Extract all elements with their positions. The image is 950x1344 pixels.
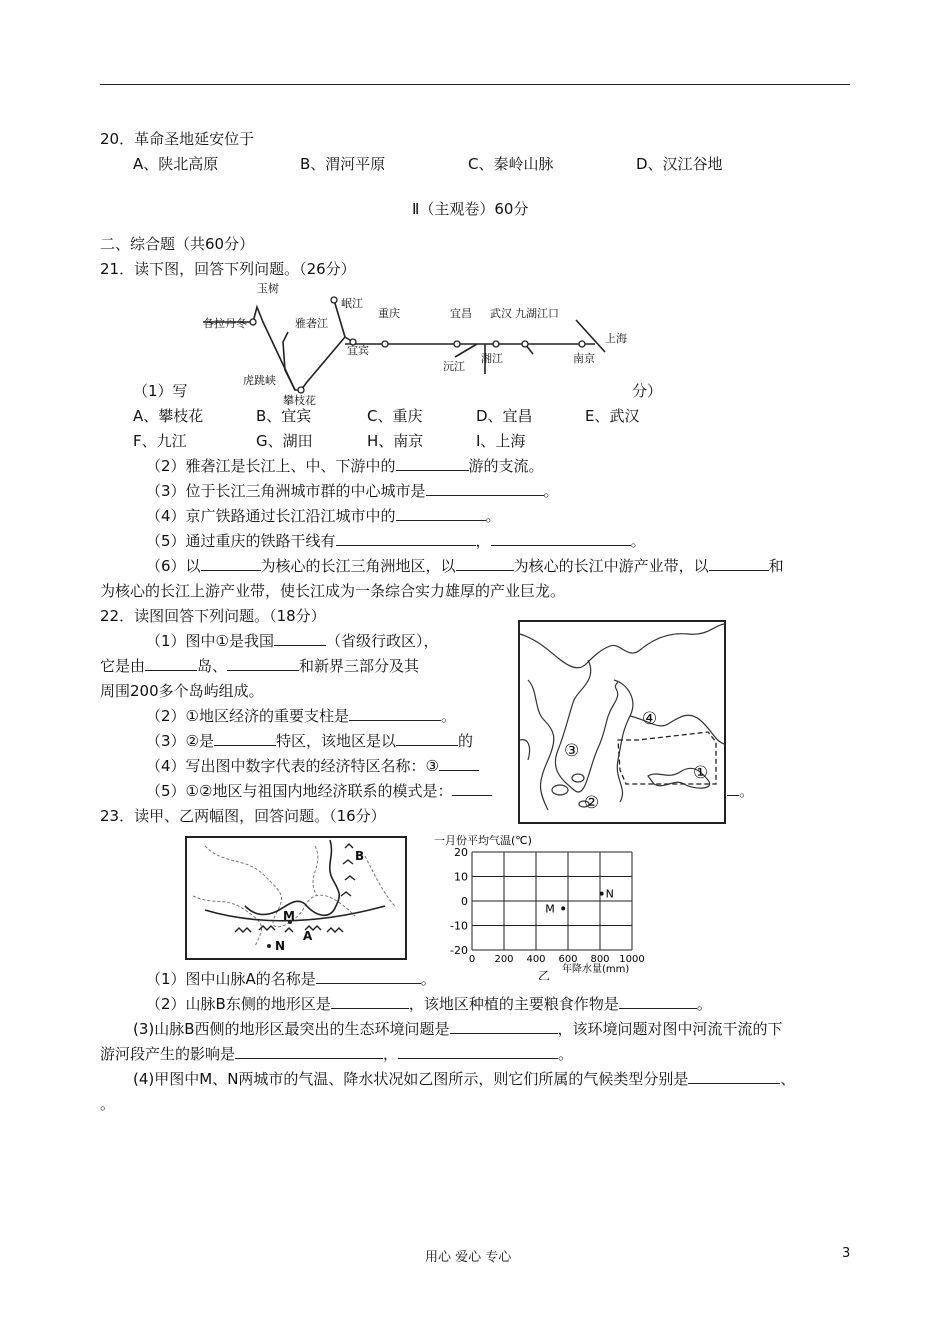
q21-option-g: G、湖田 xyxy=(256,432,313,450)
q22-s1-a xyxy=(146,630,439,651)
q22-s3-mid: 特区，该地区是以 xyxy=(276,732,397,750)
q22-s1b-mid: 岛、 xyxy=(197,657,228,675)
map-marker-3: ③ xyxy=(564,741,580,761)
answer-blank[interactable] xyxy=(688,1068,780,1084)
q22-s4 xyxy=(146,755,479,776)
q22-s2-tail: 。 xyxy=(441,707,457,725)
q22-s1-text: （1）图中①是我国 xyxy=(146,632,274,650)
q21-option-i: I、上海 xyxy=(476,432,526,450)
answer-blank[interactable] xyxy=(145,655,197,671)
q23-s3b-tail: 。 xyxy=(558,1045,574,1063)
header-rule xyxy=(100,84,850,85)
map-label-m: M xyxy=(283,909,295,923)
q22-s1-c: 周围200多个岛屿组成。 xyxy=(100,682,264,700)
answer-blank[interactable] xyxy=(349,705,441,721)
chart-xtick-label: 800 xyxy=(590,954,610,965)
q21-s6-line1 xyxy=(146,555,784,576)
map-label-yichang: 宜昌 xyxy=(450,307,472,320)
q21-s1-right: 分） xyxy=(632,382,663,400)
map-label-yibin: 宜宾 xyxy=(347,344,369,357)
answer-blank[interactable] xyxy=(396,505,486,521)
yalong-river-line xyxy=(283,332,295,390)
jia-map xyxy=(185,836,407,960)
map-label-minjiang: 岷江 xyxy=(341,297,363,310)
q21-option-a: A、攀枝花 xyxy=(133,407,204,425)
q21-s6-text-3: 为核心的长江中游产业带，以 xyxy=(513,557,709,575)
answer-blank[interactable] xyxy=(426,480,544,496)
answer-blank[interactable] xyxy=(727,780,739,796)
q22-s2 xyxy=(146,705,456,726)
map-label-panzhihua: 攀枝花 xyxy=(283,394,316,407)
footer-text: 用心 爱心 专心 xyxy=(425,1250,512,1265)
q21-s1-left: （1）写 xyxy=(133,382,188,400)
chart-xtick-label: 0 xyxy=(468,954,476,965)
map-label-b: B xyxy=(355,849,365,863)
answer-blank[interactable] xyxy=(235,1043,383,1059)
q23-s3b-text: 游河段产生的影响是 xyxy=(100,1045,236,1063)
q23-s4-line2: 。 xyxy=(100,1095,116,1113)
map-marker-1: ① xyxy=(693,763,709,783)
q21-s6-text-2: 为核心的长江三角洲地区，以 xyxy=(260,557,456,575)
q23-s1-tail: 。 xyxy=(420,970,436,988)
q22-s4-text: （4）写出图中数字代表的经济特区名称：③ xyxy=(146,757,439,775)
map-label-wuhan: 武汉 xyxy=(490,307,512,320)
q21-s5-tail: 。 xyxy=(630,532,646,550)
answer-blank[interactable] xyxy=(331,993,409,1009)
q20-option-c: C、秦岭山脉 xyxy=(468,155,554,173)
q21-s4-text: （4）京广铁路通过长江沿江城市中的 xyxy=(146,507,396,525)
q23-s1-text: （1）图中山脉A的名称是 xyxy=(146,970,316,988)
q23-s3-tail: ，该环境问题对图中河流干流的下 xyxy=(557,1020,783,1038)
answer-blank[interactable] xyxy=(336,530,476,546)
map-marker-2: ② xyxy=(584,793,600,813)
chart-ytick-label: -10 xyxy=(450,919,468,933)
answer-blank[interactable] xyxy=(227,655,299,671)
chart-xtick-label: 1000 xyxy=(619,954,645,965)
chart-xtick-label: 400 xyxy=(526,954,546,965)
q21-option-c: C、重庆 xyxy=(367,407,423,425)
map-label-shanghai: 上海 xyxy=(605,332,627,345)
q21-s3 xyxy=(146,480,559,501)
q21-s5 xyxy=(146,530,646,551)
chart-caption: 乙 xyxy=(538,969,551,980)
pearl-river-delta-map xyxy=(518,620,726,824)
q21-s5-sep: ， xyxy=(475,532,491,550)
q20-option-b: B、渭河平原 xyxy=(300,155,386,173)
q21-s6-line2: 为核心的长江上游产业带，使长江成为一条综合实力雄厚的产业巨龙。 xyxy=(100,582,566,600)
q23-s4-tail: 、 xyxy=(780,1070,796,1088)
q23-s4-line1 xyxy=(133,1068,795,1089)
page-number: 3 xyxy=(842,1246,851,1261)
map-label-nanjing: 南京 xyxy=(573,352,595,365)
q21-option-f: F、九江 xyxy=(133,432,187,450)
map-label-geladandong: 各拉丹冬 xyxy=(203,317,247,330)
map-label-xiangjiang: 湘江 xyxy=(481,352,503,365)
chart-point xyxy=(600,892,604,896)
q23-s3b-sep: ， xyxy=(383,1045,399,1063)
chart-ytick-label: 20 xyxy=(454,846,468,859)
q22-s1b-tail: 和新界三部分及其 xyxy=(299,657,420,675)
q23-s2-mid: ，该地区种植的主要粮食作物是 xyxy=(408,995,619,1013)
q22-s3-tail: 的 xyxy=(458,732,474,750)
chart-ytick-label: 0 xyxy=(461,895,468,908)
q22-stem: 22．读图回答下列问题。（18分） xyxy=(100,607,326,625)
q21-s3-tail: 。 xyxy=(543,482,559,500)
answer-blank[interactable] xyxy=(452,780,492,796)
q23-s4-text: (4)甲图中M、N两城市的气温、降水状况如乙图所示，则它们所属的气候类型分别是 xyxy=(133,1070,689,1088)
chart-point-label: N xyxy=(605,887,614,901)
answer-blank[interactable] xyxy=(396,730,458,746)
part2-title: 二、综合题（共60分） xyxy=(100,235,255,253)
q22-s5-text: （5）①②地区与祖国内地经济联系的模式是： xyxy=(146,782,453,800)
section-heading: Ⅱ（主观卷）60分 xyxy=(412,200,529,218)
answer-blank[interactable] xyxy=(316,968,421,984)
q20-option-d: D、汉江谷地 xyxy=(636,155,723,173)
q22-s1b-text: 它是由 xyxy=(100,657,146,675)
answer-blank[interactable] xyxy=(398,1043,558,1059)
q23-s3-line2 xyxy=(100,1043,573,1064)
map-label-jiujiang-hukou: 九湖江口 xyxy=(515,307,559,320)
q21-s5-text: （5）通过重庆的铁路干线有 xyxy=(146,532,336,550)
map-label-a: A xyxy=(303,929,313,943)
q23-s1 xyxy=(146,968,436,989)
answer-blank[interactable] xyxy=(274,630,326,646)
chart-point xyxy=(561,906,565,910)
q22-s5-tail xyxy=(727,780,754,801)
q21-option-b: B、宜宾 xyxy=(256,407,312,425)
q23-s2-text: （2）山脉B东侧的地形区是 xyxy=(146,995,331,1013)
answer-blank[interactable] xyxy=(619,993,697,1009)
map-marker-4: ④ xyxy=(642,709,658,729)
q21-stem: 21．读下图，回答下列问题。（26分） xyxy=(100,260,356,278)
q22-s3 xyxy=(146,730,473,751)
q21-s2 xyxy=(146,455,544,476)
q22-s3-text: （3）②是 xyxy=(146,732,214,750)
answer-blank[interactable] xyxy=(201,555,261,571)
map-label-hutiaoxia: 虎跳峡 xyxy=(243,374,276,387)
q23-s3-text: (3)山脉B西侧的地形区最突出的生态环境问题是 xyxy=(133,1020,450,1038)
q22-s1-tail: （省级行政区）， xyxy=(326,632,439,650)
map-label-yushu: 玉树 xyxy=(257,282,279,295)
q21-option-h: H、南京 xyxy=(367,432,424,450)
q21-s6-text-4: 和 xyxy=(768,557,784,575)
map-label-yuanjiang: 沅江 xyxy=(443,360,465,373)
q21-s3-text: （3）位于长江三角洲城市群的中心城市是 xyxy=(146,482,426,500)
q23-stem: 23．读甲、乙两幅图，回答问题。（16分） xyxy=(100,807,386,825)
q20-option-a: A、陕北高原 xyxy=(133,155,219,173)
q22-s5-end: 。 xyxy=(739,782,755,800)
chart-ytick-label: -20 xyxy=(450,944,468,957)
q21-s4 xyxy=(146,505,501,526)
q21-s2-text: （2）雅砻江是长江上、中、下游中的 xyxy=(146,457,396,475)
q22-s5 xyxy=(146,780,492,801)
q22-s1-b xyxy=(100,655,419,676)
chart-xtick-label: 600 xyxy=(558,954,578,965)
answer-blank[interactable] xyxy=(491,530,631,546)
yangtze-river-map xyxy=(195,282,655,410)
q23-s2-tail: 。 xyxy=(696,995,712,1013)
answer-blank[interactable] xyxy=(709,555,769,571)
q20-stem: 20．革命圣地延安位于 xyxy=(100,130,255,148)
chart-xtick-label: 200 xyxy=(494,954,514,965)
q23-s2 xyxy=(146,993,712,1014)
answer-blank[interactable] xyxy=(396,455,469,471)
chart-xlabel: 年降水量(mm) xyxy=(562,964,630,975)
q21-s6-text-1: （6）以 xyxy=(146,557,201,575)
answer-blank[interactable] xyxy=(439,755,479,771)
q21-option-d: D、宜昌 xyxy=(476,407,533,425)
answer-blank[interactable] xyxy=(450,1018,558,1034)
q21-s4-tail: 。 xyxy=(485,507,501,525)
chart-ytick-label: 10 xyxy=(454,870,468,884)
chart-point-label: M xyxy=(545,902,555,916)
map-label-n: N xyxy=(275,939,286,953)
answer-blank[interactable] xyxy=(214,730,276,746)
answer-blank[interactable] xyxy=(456,555,514,571)
q22-s2-text: （2）①地区经济的重要支柱是 xyxy=(146,707,349,725)
map-label-chongqing: 重庆 xyxy=(378,307,400,320)
map-label-yalongjiang: 雅砻江 xyxy=(295,317,328,330)
q21-s2-tail: 游的支流。 xyxy=(468,457,544,475)
chart-title: 一月份平均气温(℃) xyxy=(434,834,532,847)
q23-s3-line1 xyxy=(133,1018,783,1039)
q21-option-e: E、武汉 xyxy=(585,407,640,425)
yi-scatter-chart xyxy=(420,830,660,980)
